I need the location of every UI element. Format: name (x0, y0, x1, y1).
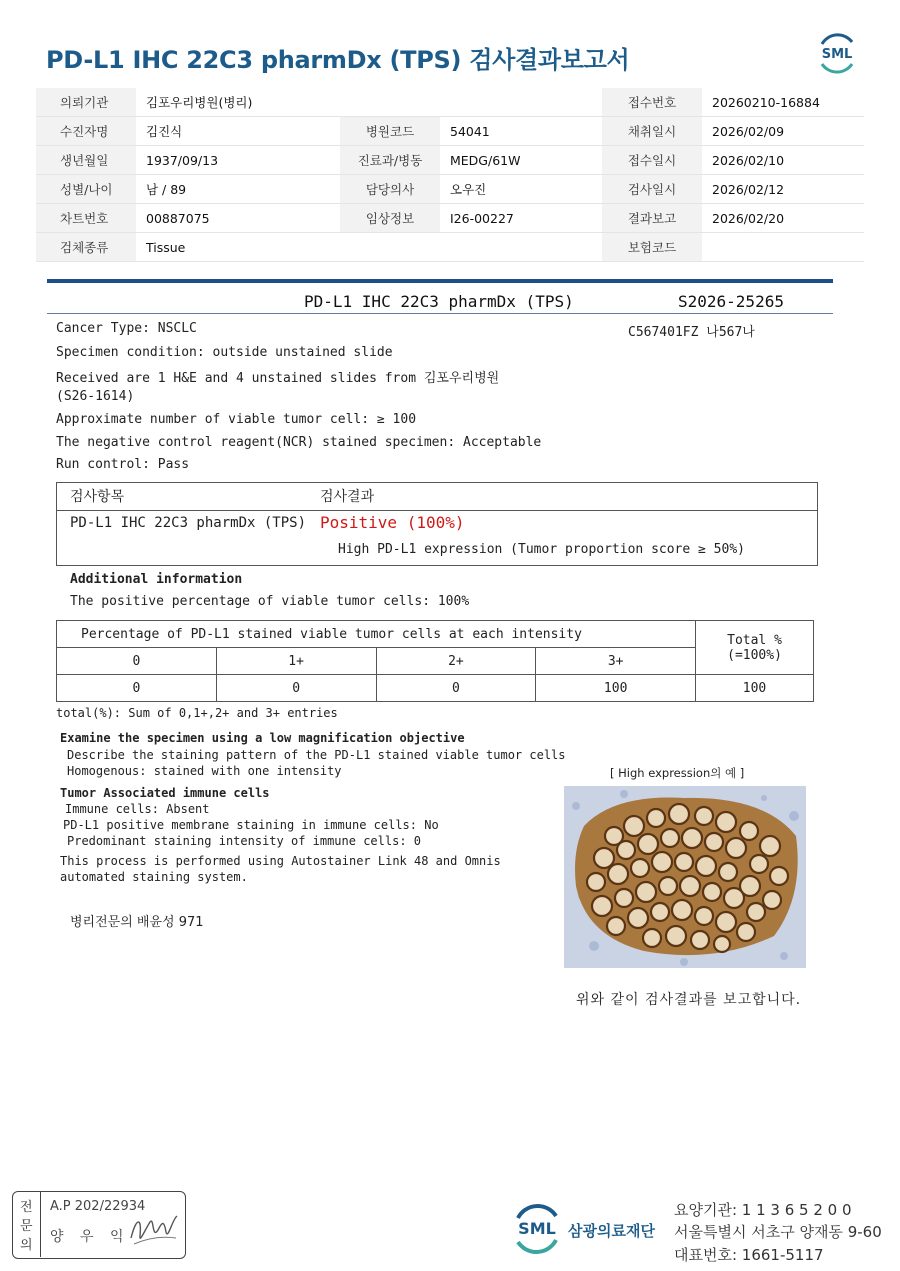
birth-date-value: 1937/09/13 (136, 146, 340, 175)
intensity-value-row (57, 675, 814, 702)
specimen-type-value: Tissue (136, 233, 602, 262)
pathologist-line: 병리전문의 배윤성 971 (70, 915, 204, 930)
process-line: This process is performed using Autostainer Link 48 and Omnis (60, 854, 501, 868)
stamp-side-char: 문 (20, 1219, 33, 1234)
intensity-value: 100 (536, 675, 696, 702)
cancer-type: Cancer Type: NSCLC (56, 321, 197, 336)
intensity-total: 100 (696, 675, 814, 702)
immune-heading: Tumor Associated immune cells (60, 786, 270, 800)
page-title: PD-L1 IHC 22C3 pharmDx (TPS) 검사결과보고서 (46, 46, 630, 74)
requesting-institution-label: 의뢰기관 (36, 88, 136, 117)
sml-logo-text: SML (821, 47, 853, 62)
ncr-status: The negative control reagent(NCR) stained specimen: Acceptable (56, 435, 542, 450)
closing-statement: 위와 같이 검사결과를 보고합니다. (576, 992, 802, 1008)
insurance-code-value (702, 233, 864, 262)
immune-line: Predominant staining intensity of immune cells: 0 (67, 834, 422, 848)
intensity-level: 3+ (536, 648, 696, 675)
chart-no-value: 00887075 (136, 204, 340, 233)
requesting-institution-value: 김포우리병원(병리) (136, 88, 602, 117)
result-column-result: 검사결과 (320, 489, 375, 505)
intensity-footnote: total(%): Sum of 0,1+,2+ and 3+ entries (56, 706, 338, 720)
total-header-sub: (=100%) (727, 647, 782, 663)
info-row (36, 233, 864, 262)
receipt-no-value: 20260210-16884 (702, 88, 864, 117)
stamp-ap-number: A.P 202/22934 (50, 1199, 146, 1214)
header-divider-thin (47, 313, 833, 314)
result-positive: Positive (100%) (320, 513, 465, 532)
signature-icon (128, 1208, 180, 1250)
image-caption: [ High expression의 예 ] (610, 766, 745, 780)
footer-phone: 대표번호: 1661-5117 (674, 1246, 824, 1264)
patient-info-table (36, 88, 864, 262)
intensity-level: 2+ (376, 648, 536, 675)
positive-percentage: The positive percentage of viable tumor cells: 100% (70, 594, 470, 609)
intensity-table-header: Percentage of PD-L1 stained viable tumor cells at each intensity (57, 621, 696, 648)
examine-line: Describe the staining pattern of the PD-L1 stained viable tumor cells (67, 748, 566, 762)
examine-line: Homogenous: stained with one intensity (67, 764, 342, 778)
patient-name-label: 수진자명 (36, 117, 136, 146)
report-test-name: PD-L1 IHC 22C3 pharmDx (TPS) (304, 292, 574, 311)
report-date-label: 결과보고 (602, 204, 702, 233)
intensity-table (56, 620, 814, 702)
department-ward-label: 진료과/병동 (340, 146, 440, 175)
sml-footer-logo-icon (508, 1200, 566, 1256)
intensity-level: 0 (57, 648, 217, 675)
info-row (36, 175, 864, 204)
immune-line: PD-L1 positive membrane staining in immune cells: No (63, 818, 439, 832)
info-row (36, 146, 864, 175)
immune-line: Immune cells: Absent (65, 802, 210, 816)
collection-date-label: 채취일시 (602, 117, 702, 146)
additional-info-heading: Additional information (70, 572, 243, 587)
test-date-value: 2026/02/12 (702, 175, 864, 204)
sex-age-label: 성별/나이 (36, 175, 136, 204)
result-box-divider (56, 510, 818, 511)
intensity-table-total-header (696, 621, 814, 675)
department-ward-value: MEDG/61W (440, 146, 602, 175)
process-line: automated staining system. (60, 870, 248, 884)
birth-date-label: 생년월일 (36, 146, 136, 175)
intensity-value: 0 (376, 675, 536, 702)
receipt-date-value: 2026/02/10 (702, 146, 864, 175)
sml-footer-logo-text: SML (518, 1219, 556, 1238)
total-header-label: Total % (727, 632, 782, 648)
info-row (36, 117, 864, 146)
physician-value: 오우진 (440, 175, 602, 204)
specimen-condition: Specimen condition: outside unstained slide (56, 345, 393, 360)
reference-code: C567401FZ 나567나 (628, 325, 755, 340)
report-number: S2026-25265 (678, 292, 784, 311)
header-divider-thick (47, 279, 833, 283)
run-control: Run control: Pass (56, 457, 190, 472)
intensity-value: 0 (216, 675, 376, 702)
foundation-name: 삼광의료재단 (568, 1222, 655, 1240)
clinical-info-value: I26-00227 (440, 204, 602, 233)
specimen-type-label: 검체종류 (36, 233, 136, 262)
report-date-value: 2026/02/20 (702, 204, 864, 233)
info-row (36, 204, 864, 233)
care-institution-code: 요양기관: 1 1 3 6 5 2 0 0 (674, 1201, 852, 1219)
received-slides: Received are 1 H&E and 4 unstained slides from 김포우리병원 (56, 371, 500, 386)
stamp-side-char: 전 (20, 1200, 33, 1215)
chart-no-label: 차트번호 (36, 204, 136, 233)
result-expression: High PD-L1 expression (Tumor proportion score ≥ 50%) (338, 542, 745, 557)
stamp-name: 양 우 익 (50, 1229, 130, 1245)
slide-number: (S26-1614) (56, 389, 135, 404)
info-row (36, 88, 864, 117)
patient-name-value: 김진식 (136, 117, 340, 146)
result-column-item: 검사항목 (70, 489, 125, 505)
examine-heading: Examine the specimen using a low magnification objective (60, 731, 465, 745)
hospital-code-value: 54041 (440, 117, 602, 146)
test-date-label: 검사일시 (602, 175, 702, 204)
sex-age-value: 남 / 89 (136, 175, 340, 204)
footer-address: 서울특별시 서초구 양재동 9-60 (674, 1223, 882, 1241)
stamp-side-char: 의 (20, 1238, 33, 1253)
receipt-no-label: 접수번호 (602, 88, 702, 117)
result-test-item: PD-L1 IHC 22C3 pharmDx (TPS) (70, 515, 307, 531)
collection-date-value: 2026/02/09 (702, 117, 864, 146)
intensity-level: 1+ (216, 648, 376, 675)
insurance-code-label: 보험코드 (602, 233, 702, 262)
physician-label: 담당의사 (340, 175, 440, 204)
high-expression-example-image (564, 786, 806, 968)
clinical-info-label: 임상정보 (340, 204, 440, 233)
viable-cell-count: Approximate number of viable tumor cell: ≥ 100 (56, 412, 417, 427)
hospital-code-label: 병원코드 (340, 117, 440, 146)
receipt-date-label: 접수일시 (602, 146, 702, 175)
sml-logo-icon (814, 30, 860, 76)
intensity-value: 0 (57, 675, 217, 702)
